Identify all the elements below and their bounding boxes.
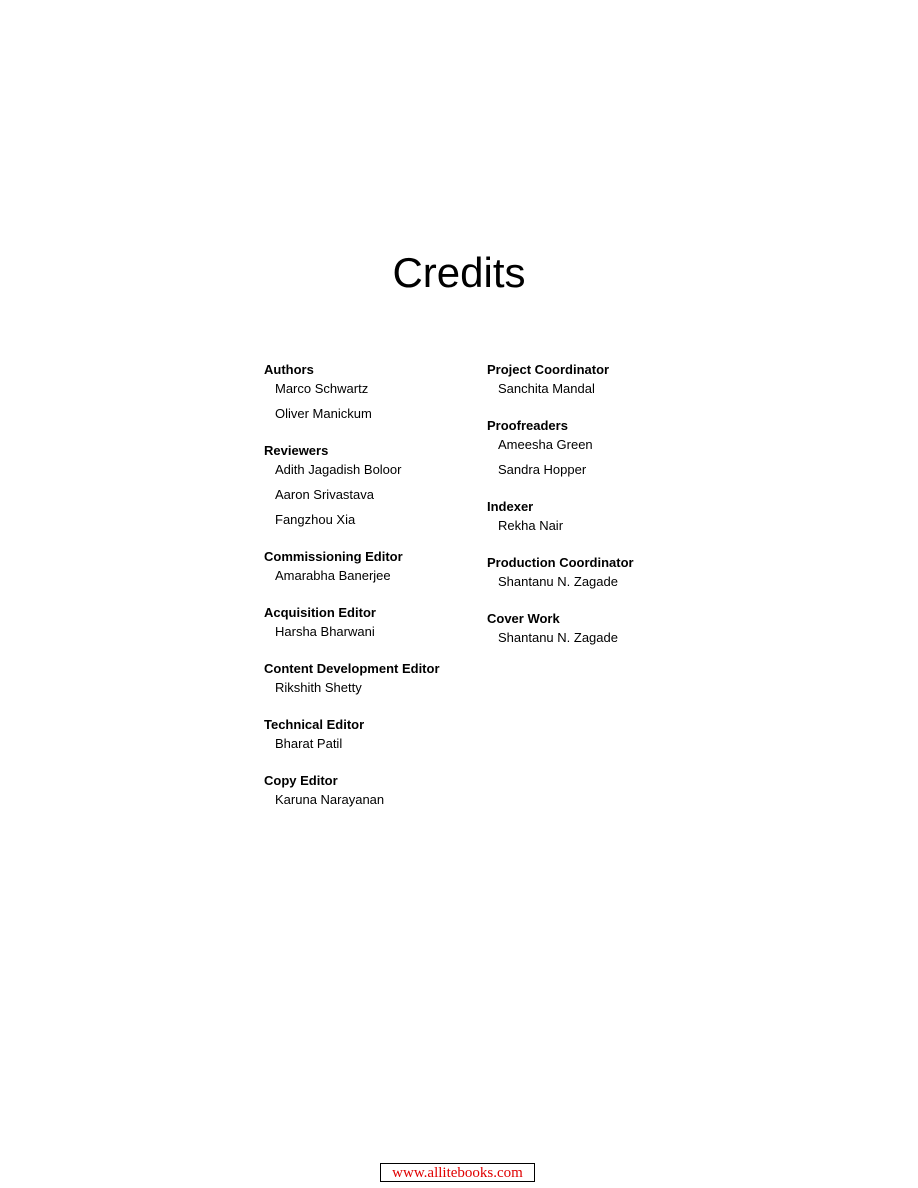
credit-section-reviewers xyxy=(264,443,474,528)
credit-section-technical-editor xyxy=(264,717,474,752)
credit-person: Amarabha Banerjee xyxy=(275,568,391,583)
credit-role: Project Coordinator xyxy=(487,362,610,377)
credit-role: Production Coordinator xyxy=(487,555,634,570)
credit-person: Karuna Narayanan xyxy=(275,792,385,807)
credit-person: Shantanu N. Zagade xyxy=(498,574,618,589)
credit-section-production-coordinator xyxy=(487,555,687,590)
credit-person: Oliver Manickum xyxy=(275,406,372,421)
credit-person: Bharat Patil xyxy=(275,736,343,751)
credit-role: Technical Editor xyxy=(264,717,365,732)
credit-person: Sanchita Mandal xyxy=(498,381,595,396)
page-title: Credits xyxy=(392,249,526,296)
credit-section-commissioning-editor xyxy=(264,549,474,584)
credit-section-cover-work xyxy=(487,611,687,646)
credit-section-content-development-editor xyxy=(264,661,474,696)
credit-role: Content Development Editor xyxy=(264,661,440,676)
credits-left-column xyxy=(264,362,474,829)
credit-role: Authors xyxy=(264,362,314,377)
credit-person: Rekha Nair xyxy=(498,518,564,533)
credit-section-authors xyxy=(264,362,474,422)
credit-person: Ameesha Green xyxy=(498,437,593,452)
credit-role: Reviewers xyxy=(264,443,329,458)
credit-role: Proofreaders xyxy=(487,418,568,433)
credits-right-column xyxy=(487,362,687,667)
credit-person: Adith Jagadish Boloor xyxy=(275,462,402,477)
credit-section-copy-editor xyxy=(264,773,474,808)
credit-person: Shantanu N. Zagade xyxy=(498,630,618,645)
credit-role: Cover Work xyxy=(487,611,560,626)
credit-person: Marco Schwartz xyxy=(275,381,369,396)
credit-section-indexer xyxy=(487,499,687,534)
credit-person: Aaron Srivastava xyxy=(275,487,374,502)
credit-person: Fangzhou Xia xyxy=(275,512,356,527)
footer-website-link[interactable]: www.allitebooks.com xyxy=(380,1163,535,1182)
credit-person: Rikshith Shetty xyxy=(275,680,362,695)
credit-role: Indexer xyxy=(487,499,534,514)
credit-section-proofreaders xyxy=(487,418,687,478)
credit-section-acquisition-editor xyxy=(264,605,474,640)
credit-role: Copy Editor xyxy=(264,773,338,788)
credit-person: Harsha Bharwani xyxy=(275,624,375,639)
credit-person: Sandra Hopper xyxy=(498,462,587,477)
credit-role: Commissioning Editor xyxy=(264,549,403,564)
credit-role: Acquisition Editor xyxy=(264,605,376,620)
credit-section-project-coordinator xyxy=(487,362,687,397)
